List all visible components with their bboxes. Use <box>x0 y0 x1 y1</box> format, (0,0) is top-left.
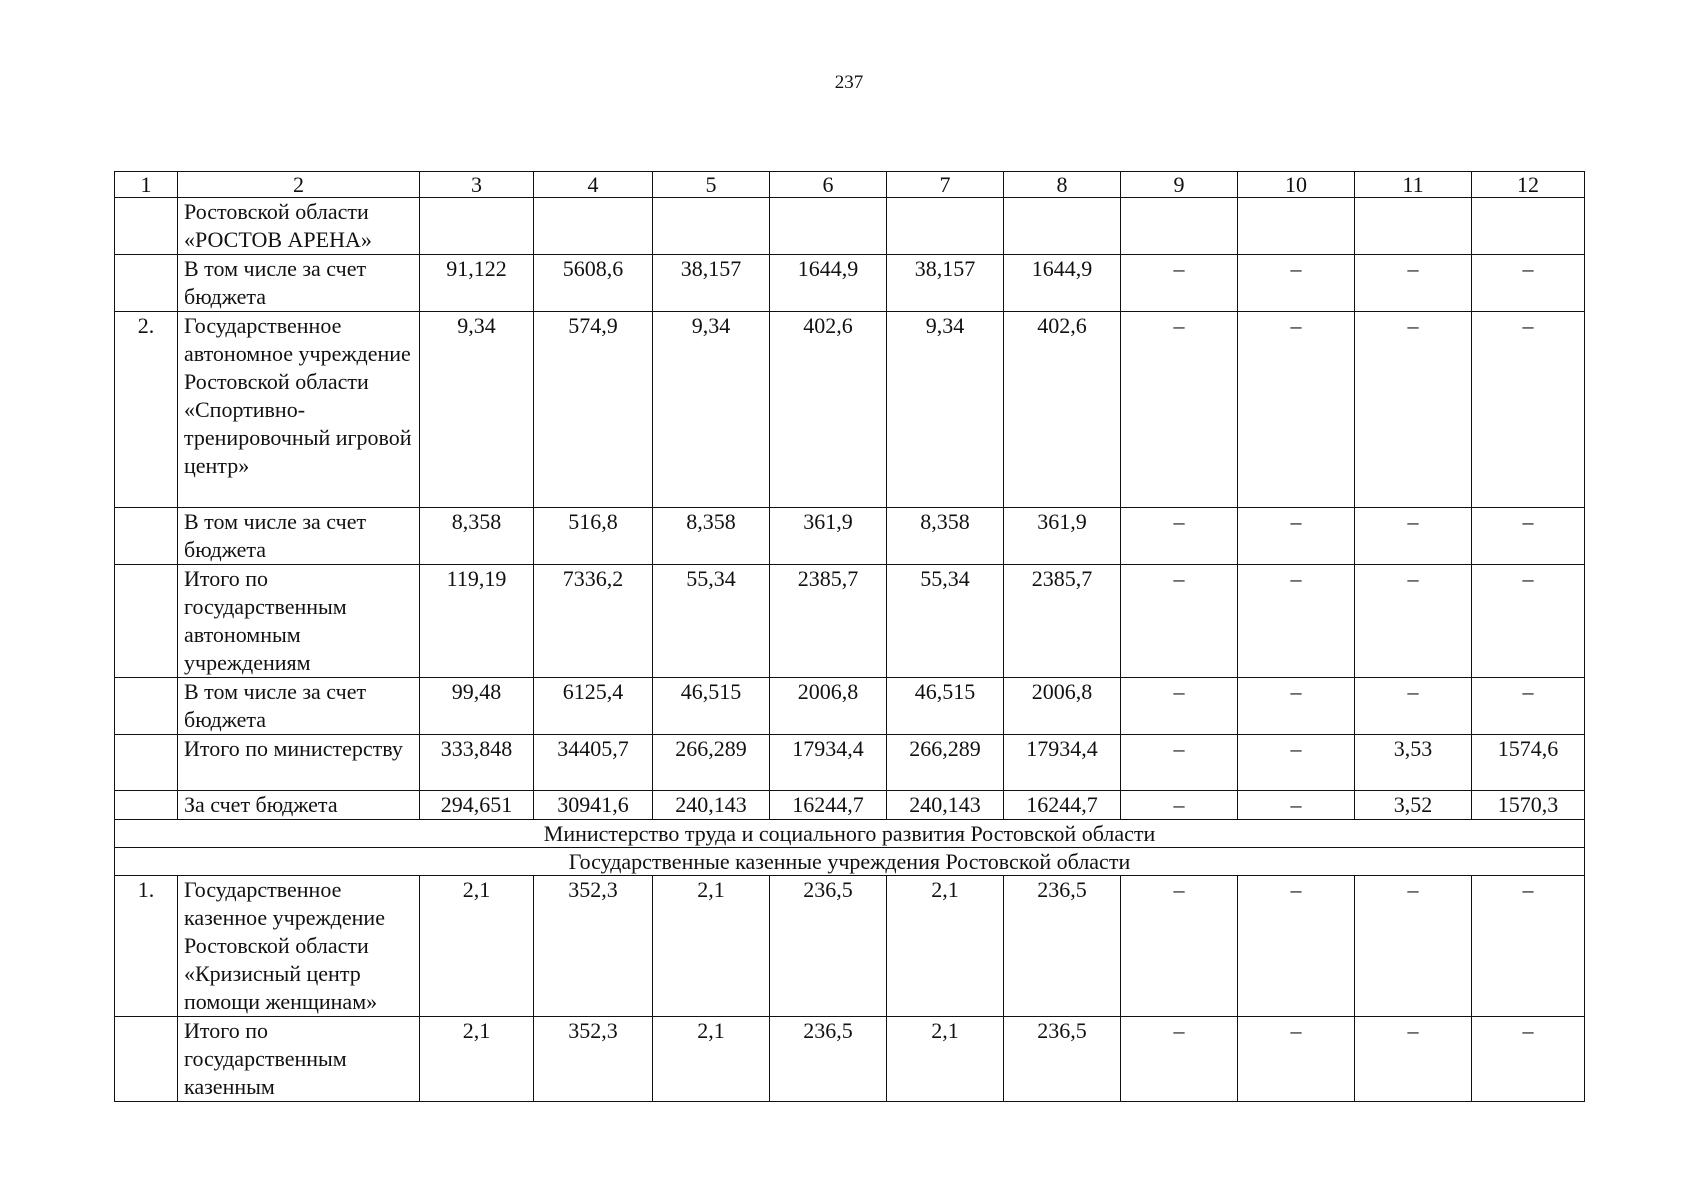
table-cell <box>1238 198 1355 255</box>
table-cell: 516,8 <box>534 508 653 565</box>
table-cell <box>534 198 653 255</box>
table-row <box>115 255 1585 312</box>
column-header: 5 <box>653 172 770 198</box>
table-cell: 236,5 <box>770 1017 887 1102</box>
table-cell <box>1121 198 1238 255</box>
table-cell: – <box>1238 255 1355 312</box>
column-header: 9 <box>1121 172 1238 198</box>
table-cell: 8,358 <box>887 508 1004 565</box>
table-cell <box>1004 198 1121 255</box>
table-cell: 3,52 <box>1355 791 1472 820</box>
data-table <box>114 171 1585 1102</box>
table-cell: – <box>1472 678 1585 735</box>
column-header: 10 <box>1238 172 1355 198</box>
table-cell: – <box>1355 876 1472 1017</box>
table-cell: 8,358 <box>653 508 770 565</box>
table-cell: – <box>1238 312 1355 508</box>
table-cell: – <box>1238 508 1355 565</box>
table-cell: 9,34 <box>887 312 1004 508</box>
row-number <box>115 1017 178 1102</box>
table-cell <box>770 198 887 255</box>
row-name: В том числе за счет бюджета <box>178 255 420 312</box>
row-name: Государственное казенное учреждение Ростовской области «Кризисный центр помощи женщинам» <box>178 876 420 1017</box>
table-cell: 266,289 <box>653 735 770 791</box>
table-cell: – <box>1121 255 1238 312</box>
table-cell: 5608,6 <box>534 255 653 312</box>
column-header: 6 <box>770 172 887 198</box>
table-cell <box>653 198 770 255</box>
table-cell: 240,143 <box>653 791 770 820</box>
row-number <box>115 678 178 735</box>
table-cell <box>887 198 1004 255</box>
row-name: В том числе за счет бюджета <box>178 678 420 735</box>
table-cell: 294,651 <box>420 791 534 820</box>
table-cell: 1644,9 <box>1004 255 1121 312</box>
table-cell: – <box>1121 876 1238 1017</box>
table-cell: 17934,4 <box>1004 735 1121 791</box>
table-row <box>115 565 1585 678</box>
row-number <box>115 735 178 791</box>
row-name: За счет бюджета <box>178 791 420 820</box>
row-number: 1. <box>115 876 178 1017</box>
table-cell: 352,3 <box>534 876 653 1017</box>
table-cell: 30941,6 <box>534 791 653 820</box>
row-name: Ростовской области «РОСТОВ АРЕНА» <box>178 198 420 255</box>
row-number <box>115 791 178 820</box>
table-cell: – <box>1121 312 1238 508</box>
table-cell: 1574,6 <box>1472 735 1585 791</box>
table-cell <box>1355 198 1472 255</box>
column-header: 1 <box>115 172 178 198</box>
table-cell: 16244,7 <box>770 791 887 820</box>
table-cell: 46,515 <box>653 678 770 735</box>
table-row <box>115 735 1585 791</box>
table-cell: 1570,3 <box>1472 791 1585 820</box>
column-header: 4 <box>534 172 653 198</box>
table-cell: 8,358 <box>420 508 534 565</box>
column-number-row <box>115 172 1585 198</box>
table-cell: – <box>1238 1017 1355 1102</box>
section-heading: Государственные казенные учреждения Ростовской области <box>115 848 1585 876</box>
table-cell: 240,143 <box>887 791 1004 820</box>
table-cell: – <box>1238 735 1355 791</box>
table-cell: – <box>1121 791 1238 820</box>
table-cell: 2,1 <box>420 876 534 1017</box>
table-row <box>115 678 1585 735</box>
table-cell: 55,34 <box>887 565 1004 678</box>
table-cell: 236,5 <box>770 876 887 1017</box>
row-number <box>115 508 178 565</box>
table-cell: 2,1 <box>887 1017 1004 1102</box>
table-cell: 119,19 <box>420 565 534 678</box>
table-cell: 361,9 <box>1004 508 1121 565</box>
column-header: 11 <box>1355 172 1472 198</box>
table-cell: 574,9 <box>534 312 653 508</box>
table-cell: – <box>1355 312 1472 508</box>
table-cell: – <box>1472 255 1585 312</box>
table-cell: – <box>1472 1017 1585 1102</box>
table-cell: 402,6 <box>770 312 887 508</box>
row-name: Итого по министерству <box>178 735 420 791</box>
table-row <box>115 312 1585 508</box>
table-cell: – <box>1355 255 1472 312</box>
table-cell: 352,3 <box>534 1017 653 1102</box>
column-header: 2 <box>178 172 420 198</box>
table-row <box>115 791 1585 820</box>
page-number: 237 <box>834 72 864 93</box>
table-cell: 2,1 <box>653 876 770 1017</box>
row-name: Итого по государственным казенным <box>178 1017 420 1102</box>
table-row <box>115 1017 1585 1102</box>
table-cell: 46,515 <box>887 678 1004 735</box>
table-cell: – <box>1355 565 1472 678</box>
table-cell: 333,848 <box>420 735 534 791</box>
table-cell: – <box>1121 1017 1238 1102</box>
table-cell: – <box>1472 565 1585 678</box>
row-number <box>115 565 178 678</box>
table-cell: 2,1 <box>887 876 1004 1017</box>
table-cell: – <box>1355 678 1472 735</box>
table-cell: – <box>1121 735 1238 791</box>
table-cell: 236,5 <box>1004 876 1121 1017</box>
row-number <box>115 198 178 255</box>
table-cell: 1644,9 <box>770 255 887 312</box>
table-cell: – <box>1355 1017 1472 1102</box>
column-header: 3 <box>420 172 534 198</box>
table-cell: – <box>1472 876 1585 1017</box>
table-cell: 2006,8 <box>1004 678 1121 735</box>
table-cell: – <box>1238 565 1355 678</box>
column-header: 7 <box>887 172 1004 198</box>
table-cell: – <box>1238 791 1355 820</box>
section-heading-row <box>115 848 1585 876</box>
table-cell: – <box>1472 508 1585 565</box>
table-cell: – <box>1472 312 1585 508</box>
table-cell: 266,289 <box>887 735 1004 791</box>
table-body <box>115 172 1585 1102</box>
section-heading-row <box>115 820 1585 848</box>
table-cell: 38,157 <box>887 255 1004 312</box>
table-cell: 34405,7 <box>534 735 653 791</box>
table-cell: – <box>1355 508 1472 565</box>
table-row <box>115 876 1585 1017</box>
table-cell: – <box>1238 876 1355 1017</box>
table-cell: 16244,7 <box>1004 791 1121 820</box>
table-row <box>115 508 1585 565</box>
column-header: 12 <box>1472 172 1585 198</box>
table-cell: 2006,8 <box>770 678 887 735</box>
table-cell: 7336,2 <box>534 565 653 678</box>
row-name: Государственное автономное учреждение Ростовской области «Спортивно-тренировочный игровой центр» <box>178 312 420 508</box>
row-name: В том числе за счет бюджета <box>178 508 420 565</box>
column-header: 8 <box>1004 172 1121 198</box>
table-cell: 6125,4 <box>534 678 653 735</box>
row-name: Итого по государственным автономным учреждениям <box>178 565 420 678</box>
table-cell: – <box>1121 508 1238 565</box>
table-cell: – <box>1121 565 1238 678</box>
table-cell: 3,53 <box>1355 735 1472 791</box>
table-cell: – <box>1121 678 1238 735</box>
table-cell: 91,122 <box>420 255 534 312</box>
table-cell <box>420 198 534 255</box>
section-heading: Министерство труда и социального развития Ростовской области <box>115 820 1585 848</box>
row-number: 2. <box>115 312 178 508</box>
table-cell: 9,34 <box>653 312 770 508</box>
table-cell: 2385,7 <box>1004 565 1121 678</box>
table-cell: – <box>1238 678 1355 735</box>
table-cell: 236,5 <box>1004 1017 1121 1102</box>
table-cell: 2385,7 <box>770 565 887 678</box>
table-cell: 402,6 <box>1004 312 1121 508</box>
table-row <box>115 198 1585 255</box>
row-number <box>115 255 178 312</box>
table-cell: 2,1 <box>420 1017 534 1102</box>
table-cell: 99,48 <box>420 678 534 735</box>
table-cell: 17934,4 <box>770 735 887 791</box>
table-cell: 38,157 <box>653 255 770 312</box>
table-cell <box>1472 198 1585 255</box>
table-cell: 9,34 <box>420 312 534 508</box>
table-cell: 2,1 <box>653 1017 770 1102</box>
table-cell: 55,34 <box>653 565 770 678</box>
table-cell: 361,9 <box>770 508 887 565</box>
